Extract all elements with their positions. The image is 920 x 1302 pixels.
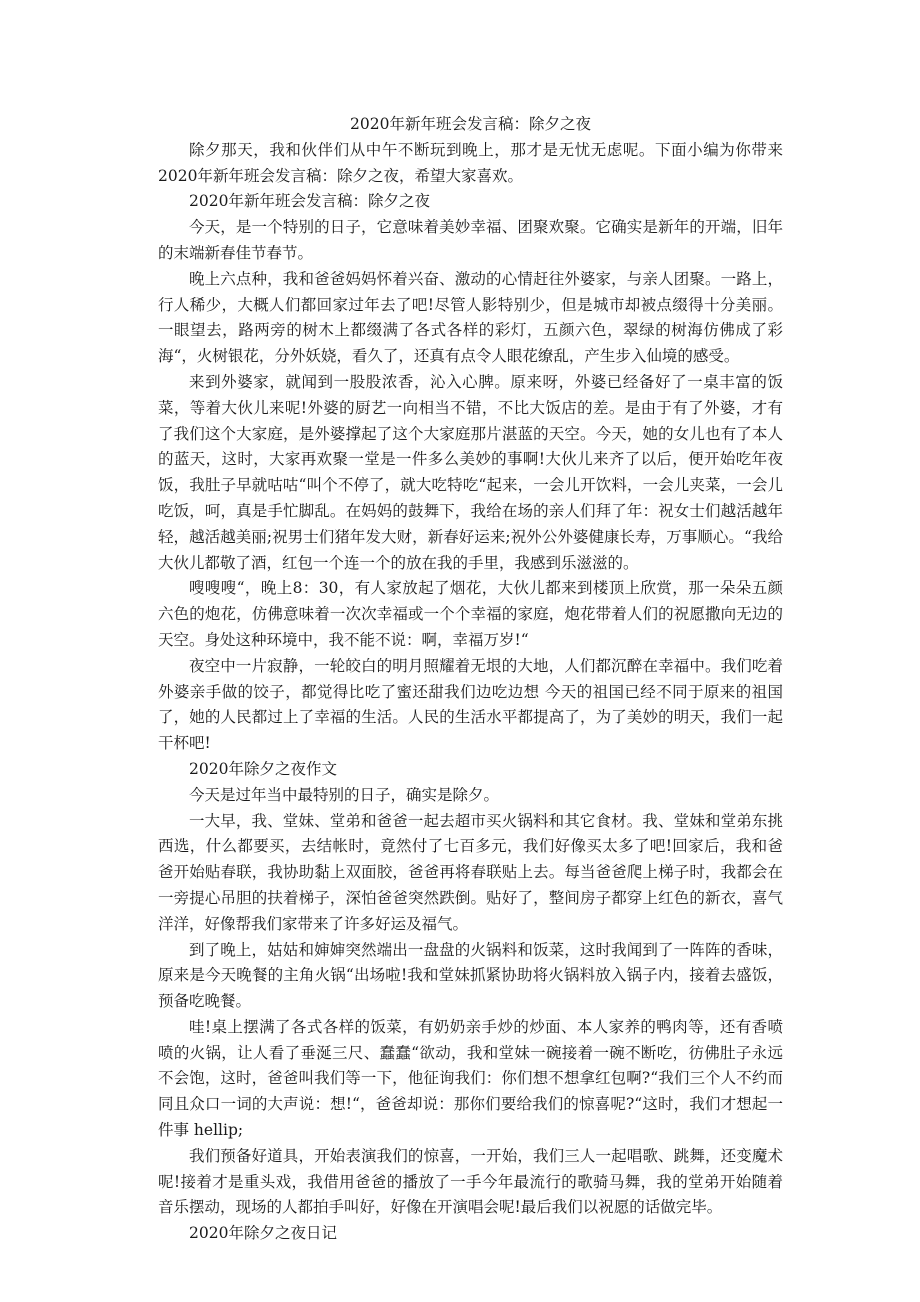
paragraph: 除夕那天，我和伙伴们从中午不断玩到晚上，那才是无忧无虑呢。下面小编为你带来2020年新年班会发言稿：除夕之夜，希望大家喜欢。 bbox=[158, 140, 783, 185]
section-heading: 2020年除夕之夜日记 bbox=[189, 1224, 337, 1243]
paragraph: 晚上六点种，我和爸爸妈妈怀着兴奋、激动的心情赶往外婆家，与亲人团聚。一路上，行人稀少，大概人们都回家过年去了吧!尽管人影特别少，但是城市却被点缀得十分美丽。一眼望去，路两旁的树木上都缀满了各式各样的彩灯，五颜六色，翠绿的树海仿佛成了彩海“，火树银花，分外妖娆，看久了，还真有点令人眼花缭乱，产生步入仙境的感受。 bbox=[158, 269, 783, 366]
paragraph: 今天，是一个特别的日子，它意味着美妙幸福、团聚欢聚。它确实是新年的开端，旧年的末端新春佳节春节。 bbox=[158, 218, 783, 262]
document-page bbox=[158, 112, 783, 1247]
paragraph: 今天是过年当中最特别的日子，确实是除夕。 bbox=[189, 785, 500, 804]
paragraph: 嗖嗖嗖“，晚上8：30，有人家放起了烟花，大伙儿都来到楼顶上欣赏，那一朵朵五颜六色的炮花，仿佛意味着一次次幸福或一个个幸福的家庭，炮花带着人们的祝愿撒向无边的天空。身处这种环境中，我不能不说：啊，幸福万岁!“ bbox=[158, 579, 783, 649]
section-heading: 2020年新年班会发言稿：除夕之夜 bbox=[189, 192, 430, 211]
paragraph: 我们预备好道具，开始表演我们的惊喜，一开始，我们三人一起唱歌、跳舞，还变魔术呢!接着才是重头戏，我借用爸爸的播放了一手今年最流行的歌骑马舞，我的堂弟开始随着音乐摆动，现场的人都拍手叫好，好像在开演唱会呢!最后我们以祝愿的话做完毕。 bbox=[158, 1146, 783, 1217]
section-heading: 2020年除夕之夜作文 bbox=[189, 759, 337, 778]
paragraph: 到了晚上，姑姑和婶婶突然端出一盘盘的火锅料和饭菜，这时我闻到了一阵阵的香味，原来是今天晚餐的主角火锅“出场啦!我和堂妹抓紧协助将火锅料放入锅子内，接着去盛饭，预备吃晚餐。 bbox=[158, 940, 783, 1011]
document-title: 2020年新年班会发言稿：除夕之夜 bbox=[350, 115, 591, 133]
paragraph: 来到外婆家，就闻到一股股浓香，沁入心脾。原来呀，外婆已经备好了一桌丰富的饭菜，等着大伙儿来呢!外婆的厨艺一向相当不错，不比大饭店的差。是由于有了外婆，才有了我们这个大家庭，是外婆撑起了这个大家庭那片湛蓝的天空。今天，她的女儿也有了本人的蓝天，这时，大家再欢聚一堂是一件多么美妙的事啊!大伙儿来齐了以后，便开始吃年夜饭，我肚子早就咕咕“叫个不停了，就大吃特吃“起来，一会儿开饮料，一会儿夹菜，一会儿吃饭，呵，真是手忙脚乱。在妈妈的鼓舞下，我给在场的亲人们拜了年：祝女士们越活越年轻，越活越美丽;祝男士们猪年发大财，新春好运来;祝外公外婆健康长寿，万事顺心。“我给大伙儿都敬了酒，红包一个连一个的放在我的手里，我感到乐滋滋的。 bbox=[158, 372, 783, 572]
paragraph: 哇!桌上摆满了各式各样的饭菜，有奶奶亲手炒的炒面、本人家养的鸭肉等，还有香喷喷的火锅，让人看了垂涎三尺、蠢蠢“欲动，我和堂妹一碗接着一碗不断吃，彷佛肚子永远不会饱，这时，爸爸叫我们等一下，他征询我们：你们想不想拿红包啊?“我们三个人不约而同且众口一词的大声说：想!“，爸爸却说：那你们要给我们的惊喜呢?“这时，我们才想起一件事 hellip; bbox=[158, 1017, 783, 1140]
paragraph: 一大早，我、堂妹、堂弟和爸爸一起去超市买火锅料和其它食材。我、堂妹和堂弟东挑西选，什么都要买，去结帐时，竟然付了七百多元，我们好像买太多了吧!回家后，我和爸爸开始贴春联，我协助黏上双面胶，爸爸再将春联贴上去。每当爸爸爬上梯子时，我都会在一旁提心吊胆的扶着梯子，深怕爸爸突然跌倒。贴好了，整间房子都穿上红色的新衣，喜气洋洋，好像帮我们家带来了许多好运及福气。 bbox=[158, 811, 783, 933]
paragraph: 夜空中一片寂静，一轮皎白的明月照耀着无垠的大地，人们都沉醉在幸福中。我们吃着外婆亲手做的饺子，都觉得比吃了蜜还甜我们边吃边想 今天的祖国已经不同于原来的祖国了，她的人民都过上了幸福的生活。人民的生活水平都提高了，为了美妙的明天，我们一起干杯吧! bbox=[158, 656, 783, 753]
